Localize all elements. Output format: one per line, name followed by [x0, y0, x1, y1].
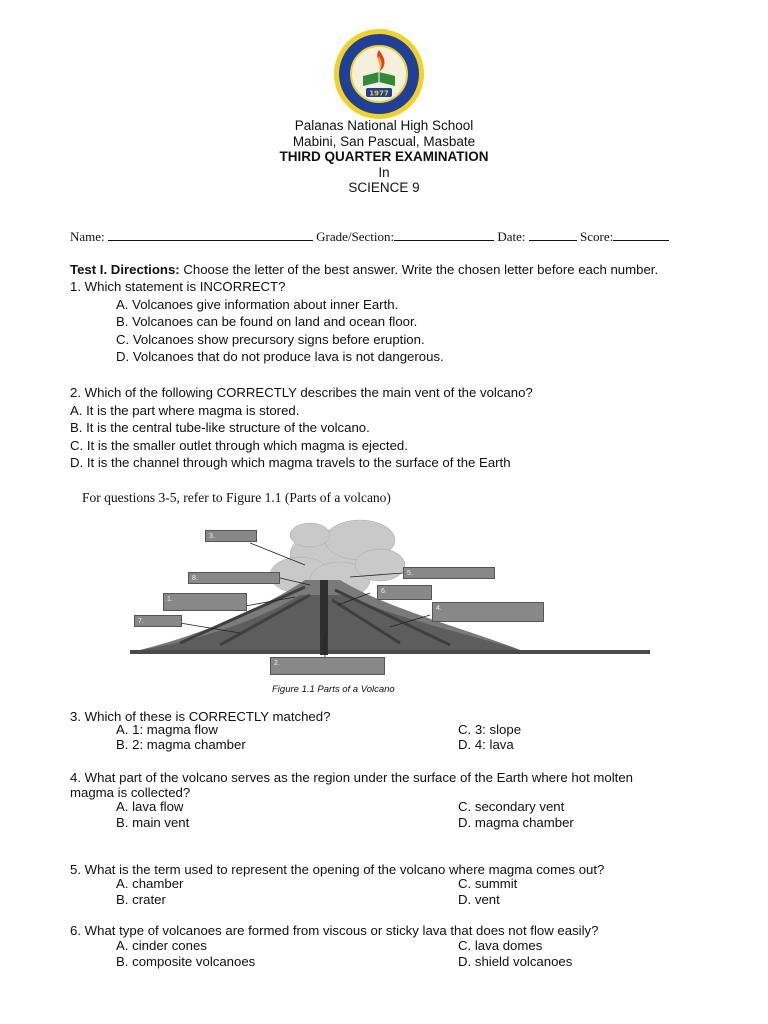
grade-label: Grade/Section:	[316, 229, 395, 244]
q6-text: 6. What type of volcanoes are formed from viscous or sticky lava that does not flow easily?	[70, 923, 599, 938]
figure-label-4: 4.	[432, 602, 544, 622]
q4-text-line1: 4. What part of the volcano serves as the region under the surface of the Earth where hot molten	[70, 770, 633, 785]
q4-option-b: B. main vent	[116, 815, 190, 830]
q3-option-c: C. 3: slope	[458, 722, 522, 737]
q6-option-b: B. composite volcanoes	[116, 954, 256, 969]
figure-label-5: 5.	[403, 567, 495, 579]
q4-option-c: C. secondary vent	[458, 799, 565, 814]
figure-label-1: 1.	[163, 593, 247, 611]
q3-option-a: A. 1: magma flow	[116, 722, 218, 737]
figure-label-6: 6.	[377, 585, 432, 600]
figure-label-8: 8.	[188, 572, 280, 584]
figure-instruction: For questions 3-5, refer to Figure 1.1 (Parts of a volcano)	[82, 490, 391, 505]
school-seal	[333, 28, 425, 120]
q5-option-b: B. crater	[116, 892, 166, 907]
q4-option-d: D. magma chamber	[458, 815, 574, 830]
date-label: Date:	[497, 229, 526, 244]
figure-label-2: 2.	[270, 657, 385, 675]
q5-option-c: C. summit	[458, 876, 518, 891]
q5-option-d: D. vent	[458, 892, 500, 907]
q6-option-d: D. shield volcanoes	[458, 954, 573, 969]
volcano-figure	[120, 515, 660, 685]
q1-option-d: D. Volcanoes that do not produce lava is not dangerous.	[116, 349, 444, 364]
exam-title: THIRD QUARTER EXAMINATION	[279, 149, 489, 164]
q5-text: 5. What is the term used to represent the opening of the volcano where magma comes out?	[70, 862, 605, 877]
score-blank[interactable]	[613, 229, 669, 241]
figure-label-7: 7.	[134, 615, 182, 627]
q2-text: 2. Which of the following CORRECTLY describes the main vent of the volcano?	[70, 385, 533, 400]
q3-option-d: D. 4: lava	[458, 737, 514, 752]
q1-option-c: C. Volcanoes show precursory signs before eruption.	[116, 332, 425, 347]
exam-in: In	[378, 165, 390, 180]
q3-text: 3. Which of these is CORRECTLY matched?	[70, 709, 331, 724]
score-label: Score:	[580, 229, 614, 244]
school-address: Mabini, San Pascual, Masbate	[292, 134, 476, 149]
q3-option-b: B. 2: magma chamber	[116, 737, 246, 752]
q4-text-line2: magma is collected?	[70, 785, 191, 800]
date-blank[interactable]	[529, 229, 577, 241]
grade-blank[interactable]	[394, 229, 494, 241]
q2-option-a: A. It is the part where magma is stored.	[70, 403, 300, 418]
directions-text: Choose the letter of the best answer. Write the chosen letter before each number.	[179, 262, 659, 277]
figure-caption: Figure 1.1 Parts of a Volcano	[272, 684, 395, 695]
name-label: Name:	[70, 229, 105, 244]
q1-option-a: A. Volcanoes give information about inner Earth.	[116, 297, 399, 312]
student-info-line	[70, 229, 710, 245]
directions	[70, 261, 768, 278]
q1-text: 1. Which statement is INCORRECT?	[70, 279, 286, 294]
q5-option-a: A. chamber	[116, 876, 184, 891]
q6-option-c: C. lava domes	[458, 938, 543, 953]
q1-option-b: B. Volcanoes can be found on land and ocean floor.	[116, 314, 418, 329]
name-blank[interactable]	[108, 229, 313, 241]
test-title: Test I. Directions:	[70, 262, 180, 277]
figure-label-3: 3.	[205, 530, 257, 542]
q6-option-a: A. cinder cones	[116, 938, 207, 953]
q2-option-b: B. It is the central tube-like structure of the volcano.	[70, 420, 370, 435]
seal-year: 1977	[369, 89, 389, 98]
q4-option-a: A. lava flow	[116, 799, 184, 814]
q2-option-d: D. It is the channel through which magma travels to the surface of the Earth	[70, 455, 511, 470]
subject: SCIENCE 9	[348, 180, 420, 195]
school-name: Palanas National High School	[294, 118, 474, 133]
q2-option-c: C. It is the smaller outlet through which magma is ejected.	[70, 438, 408, 453]
